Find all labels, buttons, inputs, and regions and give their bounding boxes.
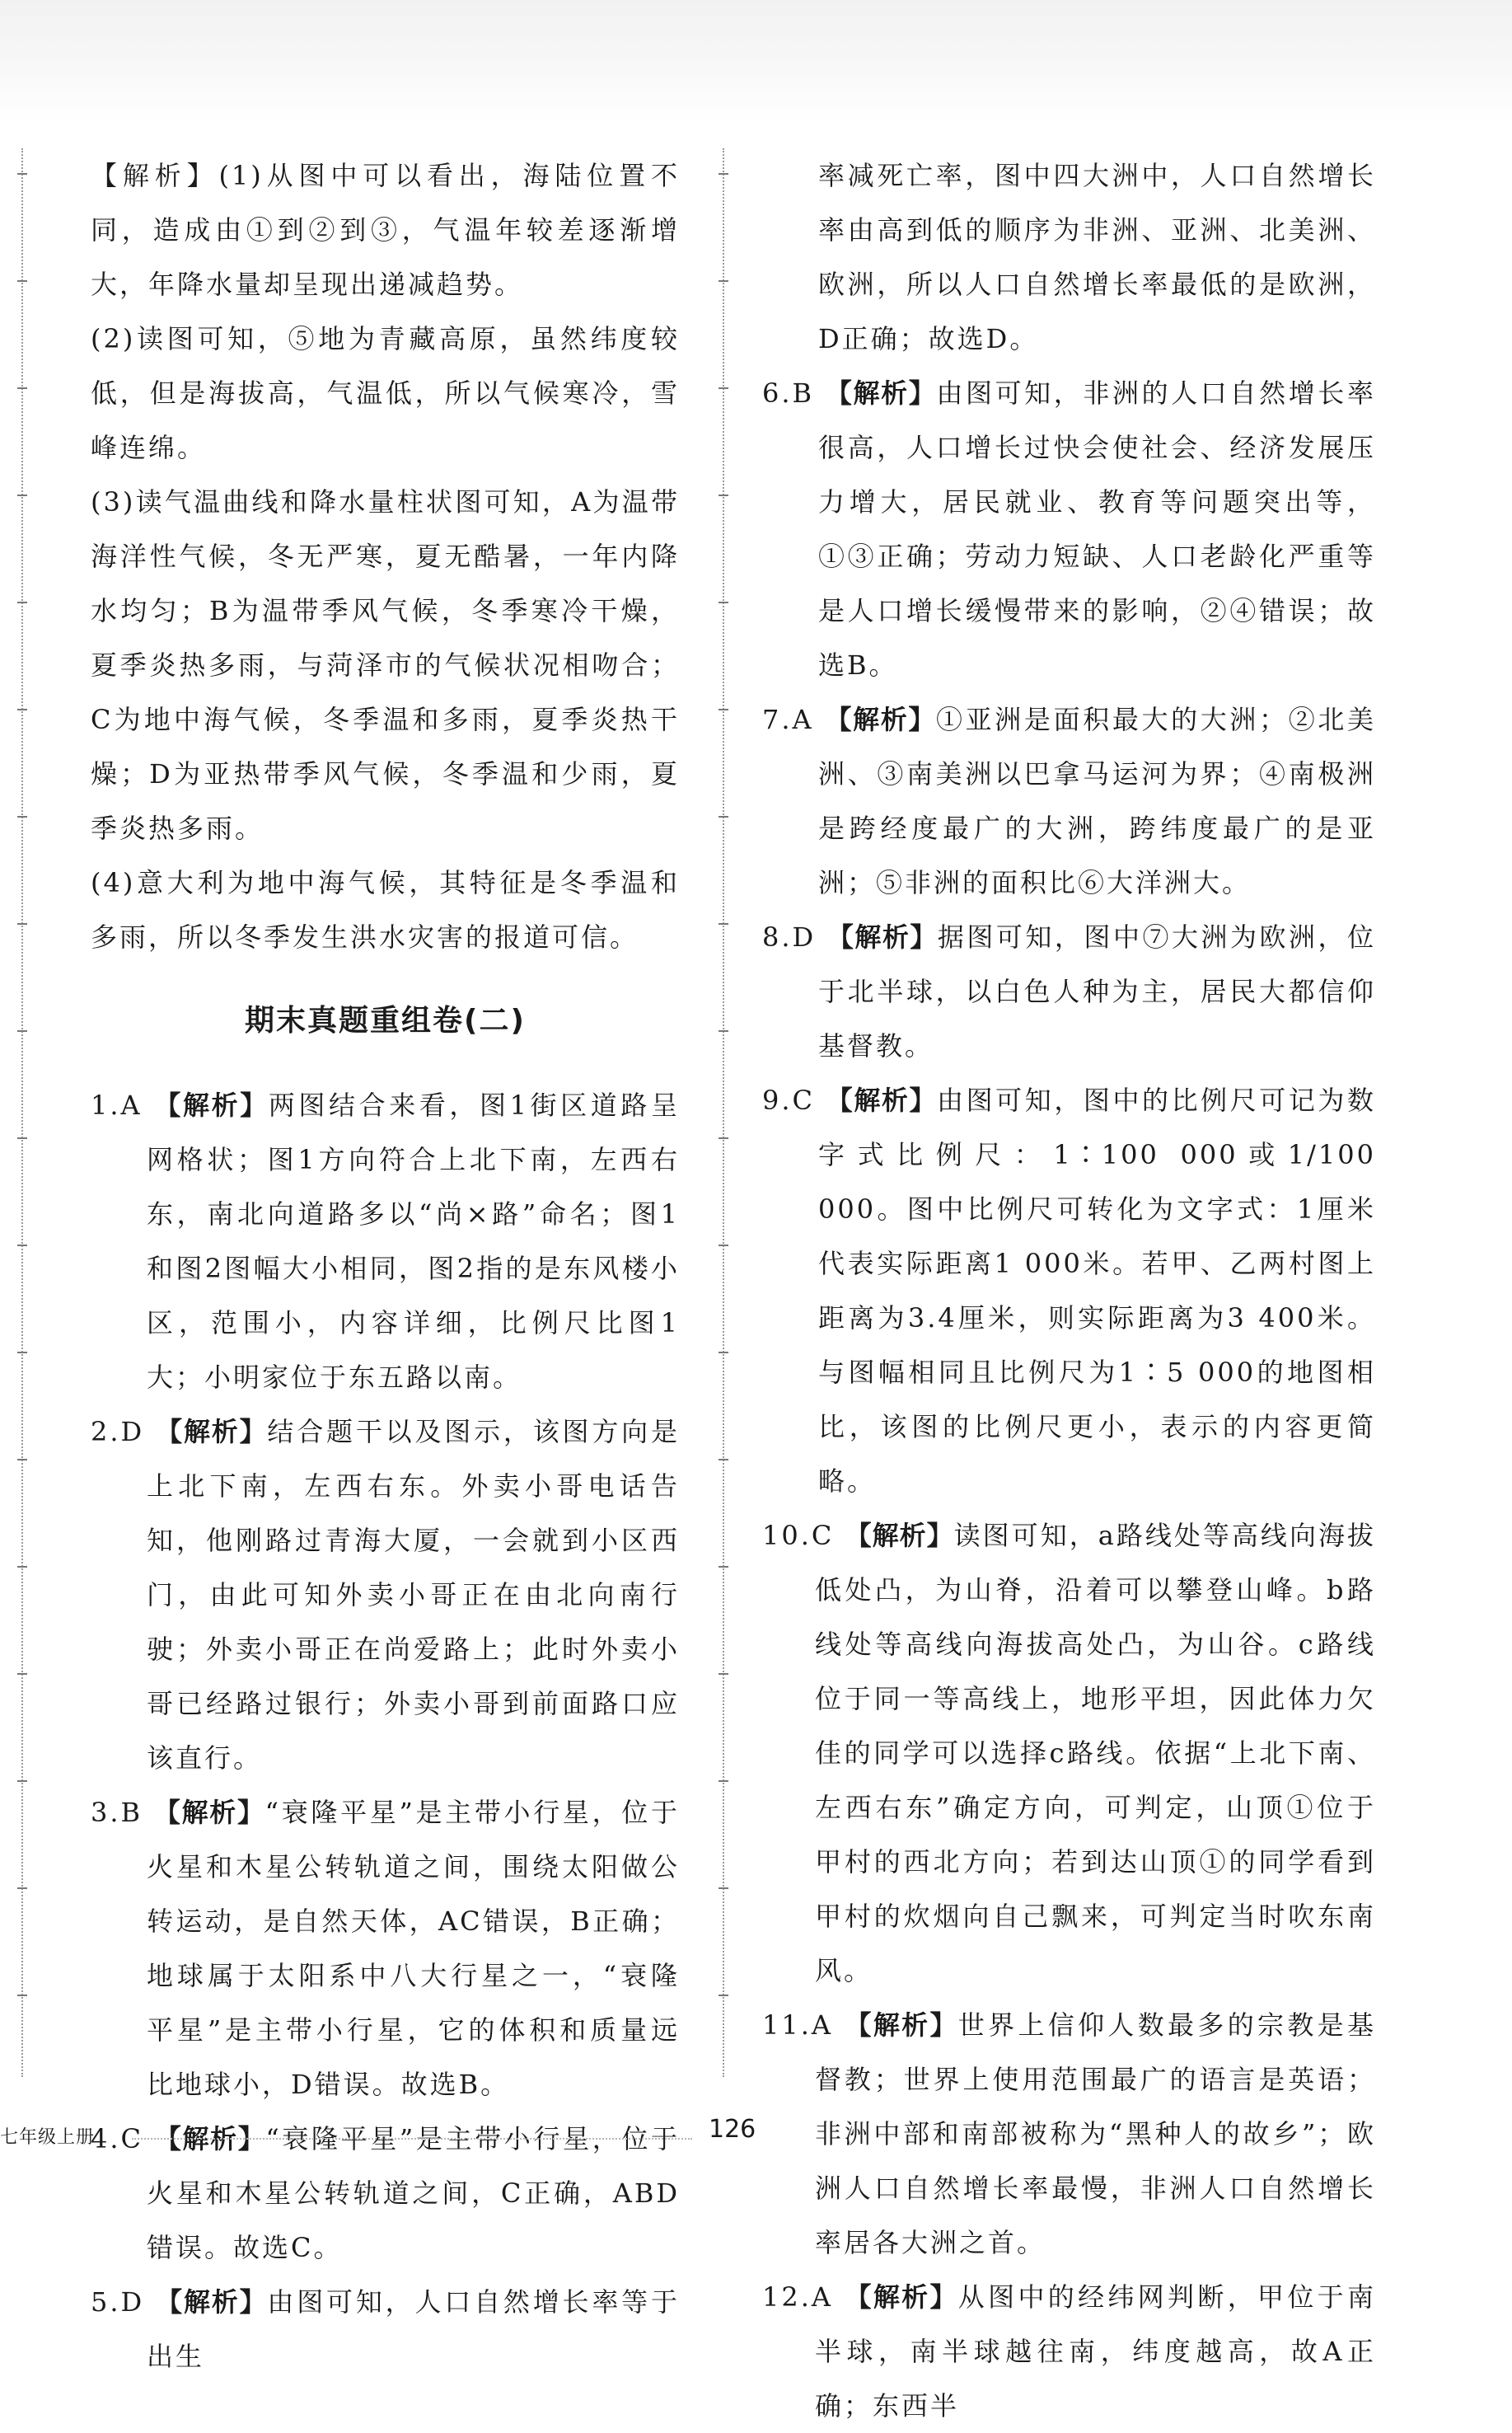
page-number: 126: [709, 2115, 756, 2144]
analysis-tag: 【解析】: [154, 1090, 269, 1121]
analysis-tag: 【解析】: [156, 1416, 268, 1447]
intro-paragraph-2: (2)读图可知，⑤地为青藏高原，虽然纬度较低，但是海拔高，气温低，所以气候寒冷，雪峰连绵。: [91, 323, 680, 463]
intro-paragraph-4: (4)意大利为地中海气候，其特征是冬季温和多雨，所以冬季发生洪水灾害的报道可信。: [91, 867, 680, 953]
answer-number: 4.C: [91, 2123, 144, 2154]
answer-text: “衰隆平星”是主带小行星，位于火星和木星公转轨道之间，围绕太阳做公转运动，是自然天体，AC错误，B正确；地球属于太阳系中八大行星之一，“衰隆平星”是主带小行星，它的体积和质量远比地球小，D错误。故选B。: [147, 1797, 680, 2100]
answer-item-11: [762, 1998, 1376, 2270]
answer-number: 5.D: [91, 2286, 145, 2318]
answer-text: “衰隆平星”是主带小行星，位于火星和木星公转轨道之间，C正确，ABD错误。故选C。: [147, 2123, 680, 2263]
intro-paragraph-3: (3)读气温曲线和降水量柱状图可知，A为温带海洋性气候，冬无严寒，夏无酷暑，一年内降水均匀；B为温带季风气候，冬季寒冷干燥，夏季炎热多雨，与菏泽市的气候状况相吻合；C为地中海气候，冬季温和多雨，夏季炎热干燥；D为亚热带季风气候，冬季温和少雨，夏季炎热多雨。: [91, 486, 680, 844]
answer-text: 结合题干以及图示，该图方向是上北下南，左西右东。外卖小哥电话告知，他刚路过青海大厦，一会就到小区西门，由此可知外卖小哥正在由北向南行驶；外卖小哥正在尚爱路上；此时外卖小哥已经路过银行；外卖小哥到前面路口应该直行。: [147, 1416, 680, 1774]
answer-number: 10.C: [762, 1520, 835, 1551]
answer-number: 11.A: [762, 2009, 833, 2041]
answer-number: 2.D: [91, 1416, 145, 1447]
answer-text: ①亚洲是面积最大的大洲；②北美洲、③南美洲以巴拿马运河为界；④南极洲是跨经度最广的大洲，跨纬度最广的是亚洲；⑤非洲的面积比⑥大洋洲大。: [818, 704, 1376, 898]
analysis-tag: 【解析】: [826, 921, 938, 953]
analysis-tag: 【解析】: [825, 377, 937, 409]
answer-number: 12.A: [762, 2281, 833, 2313]
answer-number: 6.B: [762, 377, 815, 409]
analysis-tag: 【解析】: [826, 1085, 938, 1116]
analysis-tag: 【解析】: [154, 2123, 266, 2154]
answer-number: 1.A: [91, 1090, 143, 1121]
left-binding-guide: [21, 148, 38, 2077]
answer-item-10: [762, 1508, 1376, 1998]
answer-item-12: [762, 2270, 1376, 2433]
analysis-tag: 【解析】: [845, 2009, 958, 2041]
answer-text: 世界上信仰人数最多的宗教是基督教；世界上使用范围最广的语言是英语；非洲中部和南部被称为“黑种人的故乡”；欧洲人口自然增长率最慢，非洲人口自然增长率居各大洲之首。: [815, 2009, 1376, 2258]
footer-dotted-rule: [132, 2138, 692, 2140]
analysis-tag: 【解析】: [156, 2286, 268, 2318]
answer-item-8: [762, 910, 1376, 1073]
answer-item-5: [91, 2275, 680, 2384]
answer-item-2: [91, 1404, 680, 1785]
answer-item-9: [762, 1073, 1376, 1508]
intro-paragraph-1: 【解析】(1)从图中可以看出，海陆位置不同，造成由①到②到③，气温年较差逐渐增大，年降水量却呈现出递减趋势。: [91, 160, 680, 300]
section-title: 期末真题重组卷(二): [245, 1004, 526, 1038]
scan-top-shade: [0, 0, 1512, 124]
answer-text: 据图可知，图中⑦大洲为欧洲，位于北半球，以白色人种为主，居民大都信仰基督教。: [818, 921, 1376, 1062]
answer-text: 从图中的经纬网判断，甲位于南半球，南半球越往南，纬度越高，故A正确；东西半: [815, 2281, 1376, 2421]
right-column: [762, 148, 1376, 2433]
answer-number: 7.A: [762, 704, 814, 735]
answer-text: 读图可知，a路线处等高线向海拔低处凸，为山脊，沿着可以攀登山峰。b路线处等高线向海拔高处凸，为山谷。c路线位于同一等高线上，地形平坦，因此体力欠佳的同学可以选择c路线。依据“上北下南、左西右东”确定方向，可判定，山顶①位于甲村的西北方向；若到达山顶①的同学看到甲村的炊烟向自己飘来，可判定当时吹东南风。: [815, 1520, 1376, 1986]
answer-item-1: [91, 1078, 680, 1404]
answer-5-continuation: 率减死亡率，图中四大洲中，人口自然增长率由高到低的顺序为非洲、亚洲、北美洲、欧洲，所以人口自然增长率最低的是欧洲，D正确；故选D。: [818, 160, 1376, 354]
analysis-tag: 【解析】: [845, 1520, 954, 1551]
answer-text: 由图可知，图中的比例尺可记为数字式比例尺：1∶100 000或1/100 000。图中比例尺可转化为文字式：1厘米代表实际距离1 000米。若甲、乙两村图上距离为3.4厘米，则实际距离为3 400米。与图幅相同且比例尺为1∶5 000的地图相比，该图的比例尺更小，表示的内容更简略。: [818, 1085, 1376, 1497]
answer-number: 9.C: [762, 1085, 816, 1116]
answer-item-3: [91, 1785, 680, 2112]
answer-item-4: [91, 2112, 680, 2275]
analysis-tag: 【解析】: [845, 2281, 958, 2313]
answer-text: 由图可知，非洲的人口自然增长率很高，人口增长过快会使社会、经济发展压力增大，居民就业、教育等问题突出等，①③正确；劳动力短缺、人口老龄化严重等是人口增长缓慢带来的影响，②④错误；故选B。: [818, 377, 1376, 681]
answer-number: 8.D: [762, 921, 817, 953]
analysis-tag: 【解析】: [825, 704, 937, 735]
analysis-tag: 【解析】: [153, 1797, 265, 1828]
answer-text: 两图结合来看，图1街区道路呈网格状；图1方向符合上北下南，左西右东，南北向道路多以“尚×路”命名；图1和图2图幅大小相同，图2指的是东风楼小区，范围小，内容详细，比例尺比图1大；小明家位于东五路以南。: [147, 1090, 680, 1393]
left-column: [91, 148, 680, 2384]
footer-book-label: 七年级上册: [0, 2127, 96, 2148]
answer-number: 3.B: [91, 1797, 143, 1828]
center-divider-guide: [723, 148, 739, 2077]
answer-text: 由图可知，人口自然增长率等于出生: [147, 2286, 680, 2372]
answer-item-6: [762, 366, 1376, 692]
answer-item-7: [762, 692, 1376, 910]
